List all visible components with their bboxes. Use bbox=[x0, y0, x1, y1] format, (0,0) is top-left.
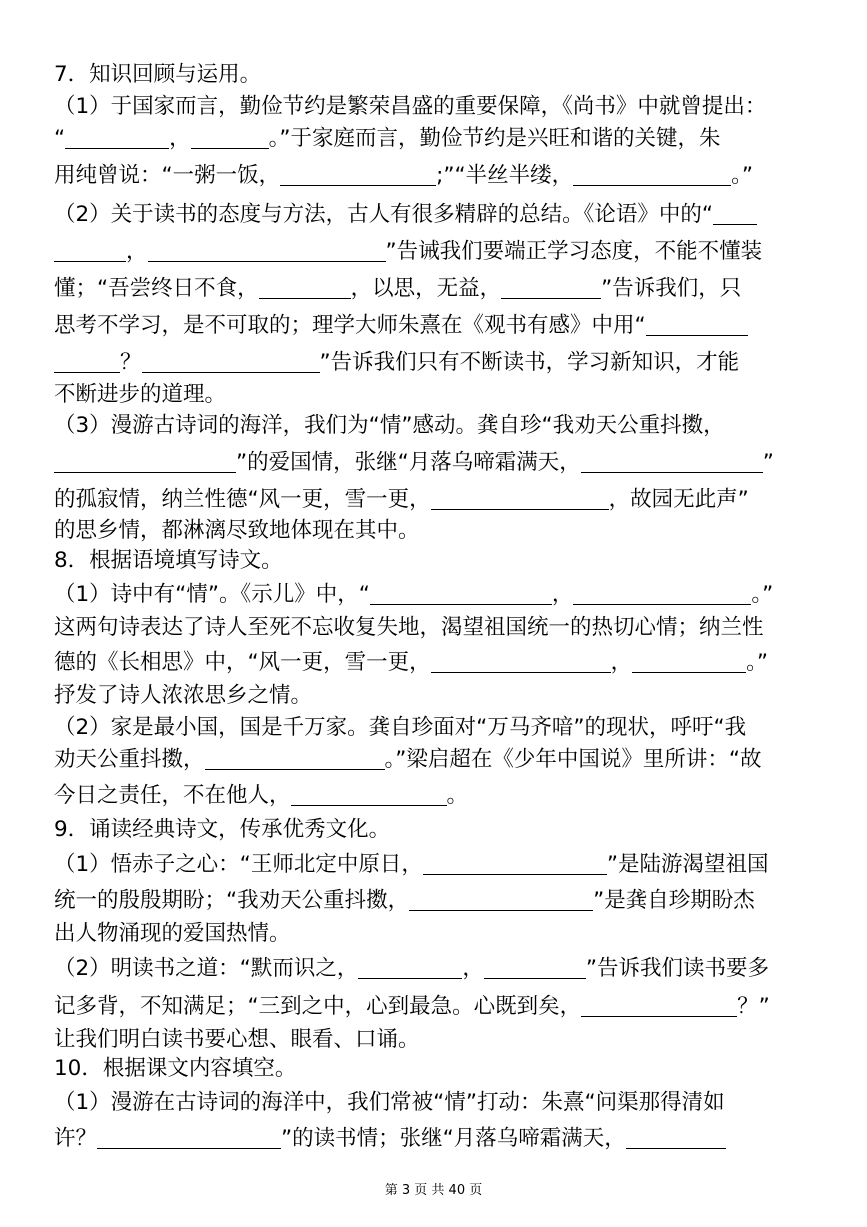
text: 用纯曾说：“一粥一饭， bbox=[54, 163, 281, 188]
answer-blank[interactable] bbox=[148, 240, 386, 262]
text: ，以思，无益， bbox=[350, 276, 502, 301]
answer-blank[interactable] bbox=[409, 889, 593, 911]
q10-p1-line2 bbox=[54, 1124, 726, 1154]
text: （2）家是最小国，国是千万家。龚自珍面对“万马齐喑”的现状，呼吁“我 bbox=[54, 715, 747, 740]
text: ”的读书情；张继“月落乌啼霜满天， bbox=[281, 1126, 626, 1151]
text: 今日之责任，不在他人， bbox=[54, 783, 291, 808]
text: （1）漫游在古诗词的海洋中，我们常被“情”打动：朱熹“问渠那得清如 bbox=[54, 1090, 725, 1115]
text: ，故园无此声” bbox=[608, 487, 749, 512]
text: ， bbox=[551, 582, 574, 607]
text: ;”“半丝半缕， bbox=[436, 163, 574, 188]
q8-p1-line2 bbox=[54, 613, 764, 643]
text: ”告诉我们读书要多 bbox=[585, 956, 769, 981]
text: ”告诉我们，只 bbox=[601, 276, 742, 301]
answer-blank[interactable] bbox=[54, 240, 126, 262]
text: 7．知识回顾与运用。 bbox=[54, 62, 262, 87]
answer-blank[interactable] bbox=[291, 784, 447, 806]
q9-p1-line3 bbox=[54, 919, 291, 949]
answer-blank[interactable] bbox=[280, 164, 436, 186]
text: ， bbox=[169, 126, 191, 151]
q7-p2-line1 bbox=[54, 200, 757, 230]
answer-blank[interactable] bbox=[431, 488, 609, 510]
text: ”是龚自珍期盼杰 bbox=[593, 888, 755, 913]
text: 。” bbox=[731, 163, 754, 188]
text: “ bbox=[54, 126, 66, 151]
q8-p1-line3 bbox=[54, 648, 768, 678]
q7-p2-line6 bbox=[54, 380, 226, 410]
answer-blank[interactable] bbox=[632, 651, 746, 673]
answer-blank[interactable] bbox=[142, 351, 320, 373]
text: 许？ bbox=[54, 1126, 98, 1151]
answer-blank[interactable] bbox=[431, 651, 611, 673]
q7-p3-line3 bbox=[54, 485, 749, 515]
text: 。 bbox=[446, 783, 469, 808]
q7-p2-line5 bbox=[54, 348, 739, 378]
text: 懂；“吾尝终日不食， bbox=[54, 276, 259, 301]
text: 抒发了诗人浓浓思乡之情。 bbox=[54, 683, 313, 708]
q8-p1-line1 bbox=[54, 580, 773, 610]
text: ？ bbox=[120, 350, 142, 375]
answer-blank[interactable] bbox=[581, 451, 763, 473]
question-7-title bbox=[54, 60, 261, 90]
q9-p1-line1 bbox=[54, 850, 768, 880]
text: 劝天公重抖擞， bbox=[54, 747, 205, 772]
text: ， bbox=[462, 956, 484, 981]
text: （2）关于读书的态度与方法，古人有很多精辟的总结。《论语》中的“ bbox=[54, 202, 714, 227]
q7-p3-line1 bbox=[54, 411, 725, 441]
text: 8．根据语境填写诗文。 bbox=[54, 548, 283, 573]
answer-blank[interactable] bbox=[259, 277, 351, 299]
q8-p2-line1 bbox=[54, 713, 746, 743]
text: （2）明读书之道：“默而识之， bbox=[54, 956, 359, 981]
text: （1）悟赤子之心：“王师北定中原日， bbox=[54, 852, 423, 877]
q9-p1-line2 bbox=[54, 886, 755, 916]
q7-p3-line2 bbox=[54, 448, 774, 478]
text: 10．根据课文内容填空。 bbox=[54, 1056, 297, 1081]
q9-p2-line1 bbox=[54, 954, 769, 984]
answer-blank[interactable] bbox=[646, 314, 748, 336]
q7-p2-line3 bbox=[54, 274, 741, 304]
answer-blank[interactable] bbox=[573, 164, 731, 186]
text: 。”于家庭而言，勤俭节约是兴旺和谐的关键，朱 bbox=[268, 126, 721, 151]
text: （3）漫游古诗词的海洋，我们为“情”感动。龚自珍“我劝天公重抖擞， bbox=[54, 413, 725, 438]
answer-blank[interactable] bbox=[54, 351, 120, 373]
q8-p2-line3 bbox=[54, 781, 468, 811]
answer-blank[interactable] bbox=[423, 853, 607, 875]
q8-p1-line4 bbox=[54, 681, 312, 711]
q8-p2-line2 bbox=[54, 745, 762, 775]
answer-blank[interactable] bbox=[65, 127, 169, 149]
answer-blank[interactable] bbox=[484, 957, 586, 979]
text: （1）于国家而言，勤俭节约是繁荣昌盛的重要保障，《尚书》中就曾提出： bbox=[54, 94, 767, 119]
answer-blank[interactable] bbox=[358, 957, 462, 979]
q7-p3-line4 bbox=[54, 516, 420, 546]
answer-blank[interactable] bbox=[581, 995, 737, 1017]
q7-p1-line1 bbox=[54, 92, 766, 122]
answer-blank[interactable] bbox=[501, 277, 601, 299]
answer-blank[interactable] bbox=[205, 748, 385, 770]
text: ”告诫我们要端正学习态度，不能不懂装 bbox=[385, 239, 763, 264]
answer-blank[interactable] bbox=[97, 1127, 281, 1149]
q7-p1-line2 bbox=[54, 124, 721, 154]
q7-p2-line2 bbox=[54, 237, 762, 267]
text: 思考不学习，是不可取的；理学大师朱熹在《观书有感》中用“ bbox=[54, 313, 646, 338]
text: ”的爱国情，张继“月落乌啼霜满天， bbox=[236, 450, 581, 475]
text: 。”梁启超在《少年中国说》里所讲：“故 bbox=[384, 747, 762, 772]
question-10-title bbox=[54, 1054, 296, 1084]
answer-blank[interactable] bbox=[573, 583, 751, 605]
text: 的孤寂情，纳兰性德“风一更，雪一更， bbox=[54, 487, 431, 512]
text: （1）诗中有“情”。《示儿》中，“ bbox=[54, 582, 370, 607]
text: 统一的殷殷期盼；“我劝天公重抖擞， bbox=[54, 888, 410, 913]
text: ？” bbox=[737, 994, 770, 1019]
question-8-title bbox=[54, 546, 283, 576]
answer-blank[interactable] bbox=[370, 583, 552, 605]
q10-p1-line1 bbox=[54, 1088, 725, 1118]
text: 9．诵读经典诗文，传承优秀文化。 bbox=[54, 817, 391, 842]
text: 不断进步的道理。 bbox=[54, 382, 227, 407]
text: 让我们明白读书要心想、眼看、口诵。 bbox=[54, 1027, 420, 1052]
answer-blank[interactable] bbox=[713, 203, 757, 225]
question-9-title bbox=[54, 815, 390, 845]
answer-blank[interactable] bbox=[191, 127, 269, 149]
text: 德的《长相思》中，“风一更，雪一更， bbox=[54, 650, 431, 675]
text: 出人物涌现的爱国热情。 bbox=[54, 921, 291, 946]
text: 这两句诗表达了诗人至死不忘收复失地，渴望祖国统一的热切心情；纳兰性 bbox=[54, 615, 764, 640]
text: ” bbox=[762, 450, 774, 475]
text: 。” bbox=[746, 650, 769, 675]
page-footer: 第 3 页 共 40 页 bbox=[384, 1183, 483, 1198]
text: 的思乡情，都淋漓尽致地体现在其中。 bbox=[54, 518, 420, 543]
text: 记多背，不知满足；“三到之中，心到最急。心既到矣， bbox=[54, 994, 582, 1019]
q7-p1-line3 bbox=[54, 161, 753, 191]
text: 。” bbox=[751, 582, 774, 607]
answer-blank[interactable] bbox=[626, 1127, 726, 1149]
q7-p2-line4 bbox=[54, 311, 748, 341]
q9-p2-line2 bbox=[54, 992, 770, 1022]
text: ， bbox=[126, 239, 148, 264]
text: ， bbox=[610, 650, 633, 675]
answer-blank[interactable] bbox=[54, 451, 236, 473]
text: ”告诉我们只有不断读书，学习新知识，才能 bbox=[319, 350, 740, 375]
text: ”是陆游渴望祖国 bbox=[606, 852, 769, 877]
q9-p2-line3 bbox=[54, 1025, 420, 1055]
